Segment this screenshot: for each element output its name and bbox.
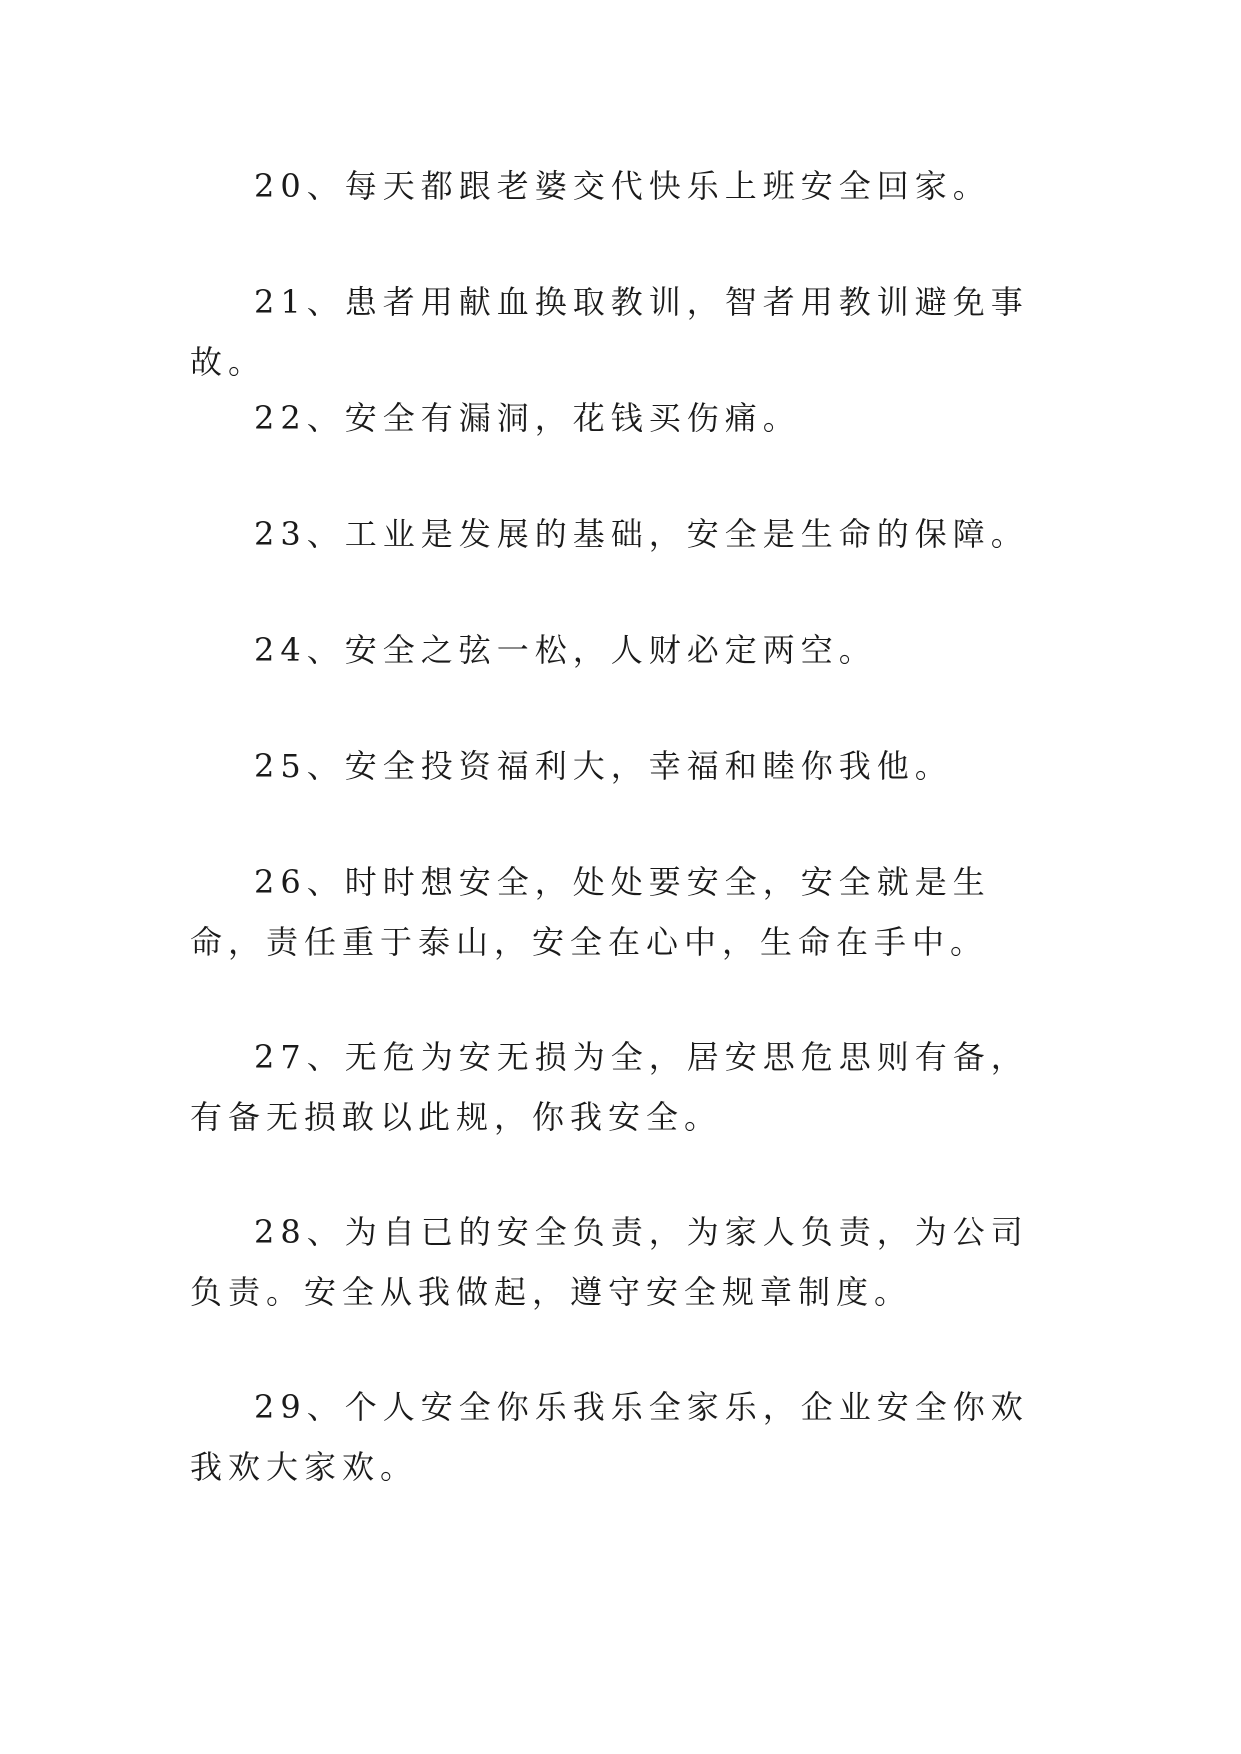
paragraph-21: 21、患者用献血换取教训，智者用教训避免事故。 bbox=[190, 283, 1029, 381]
paragraph-24: 24、安全之弦一松，人财必定两空。 bbox=[254, 631, 877, 669]
paragraph-26: 26、时时想安全，处处要安全，安全就是生命，责任重于泰山，安全在心中，生命在手中。 bbox=[190, 863, 991, 961]
paragraph-20: 20、每天都跟老婆交代快乐上班安全回家。 bbox=[254, 167, 991, 205]
paragraph-22: 22、安全有漏洞，花钱买伤痛。 bbox=[254, 399, 801, 437]
paragraph-25: 25、安全投资福利大，幸福和睦你我他。 bbox=[254, 747, 953, 785]
paragraph-28: 28、为自已的安全负责，为家人负责，为公司负责。安全从我做起，遵守安全规章制度。 bbox=[190, 1213, 1029, 1311]
paragraph-29: 29、个人安全你乐我乐全家乐，企业安全你欢我欢大家欢。 bbox=[190, 1388, 1029, 1486]
paragraph-27: 27、无危为安无损为全，居安思危思则有备，有备无损敢以此规，你我安全。 bbox=[190, 1038, 1029, 1136]
paragraph-23: 23、工业是发展的基础，安全是生命的保障。 bbox=[254, 515, 1029, 553]
